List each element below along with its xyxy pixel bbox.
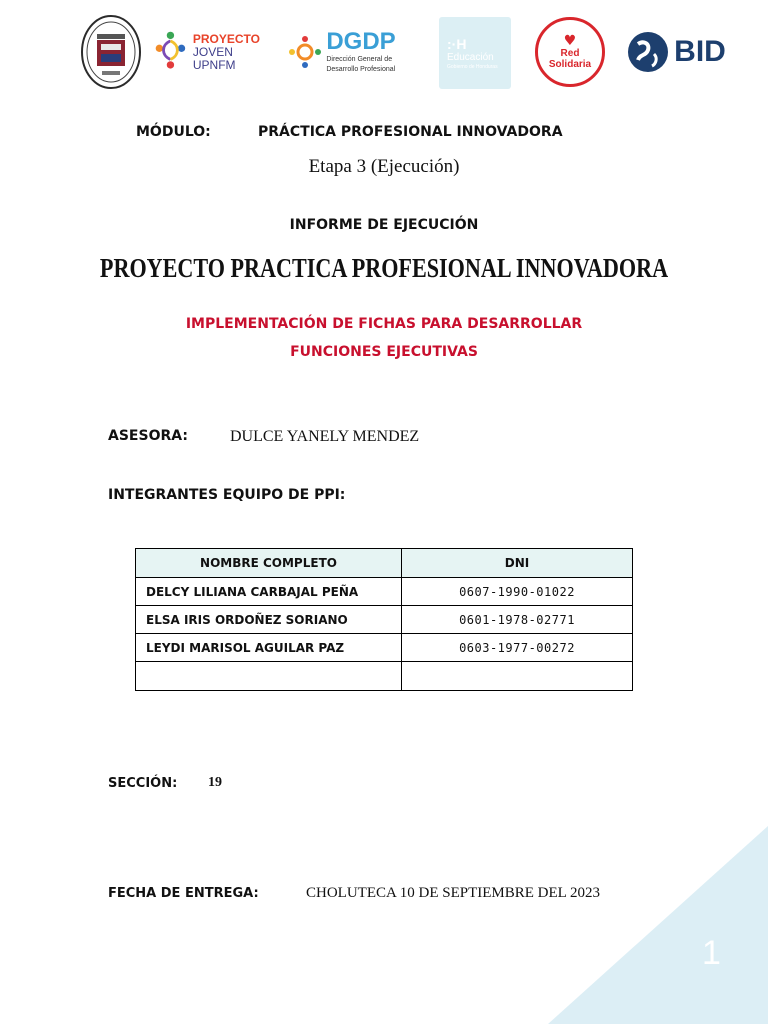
- heart-icon: ♥: [563, 33, 577, 49]
- educacion-label: Educación: [447, 51, 494, 63]
- dgdp-logo: [278, 14, 406, 90]
- member-name: ELSA IRIS ORDOÑEZ SORIANO: [136, 606, 402, 634]
- asesora-value: DULCE YANELY MENDEZ: [230, 428, 420, 445]
- dgdp-line1: Dirección General de: [326, 56, 393, 63]
- subtitle-line-2: FUNCIONES EJECUTIVAS: [290, 344, 478, 360]
- member-dni: 0601-1978-02771: [402, 606, 633, 634]
- fecha-value: CHOLUTECA 10 DE SEPTIEMBRE DEL 2023: [306, 885, 601, 901]
- proyecto-text: PROYECTO: [192, 31, 260, 46]
- globe-icon: [626, 30, 670, 74]
- header-nombre: NOMBRE COMPLETO: [136, 549, 402, 578]
- dgdp-line2: Desarrollo Profesional: [326, 66, 396, 73]
- subtitle-line-1: IMPLEMENTACIÓN DE FICHAS PARA DESARROLLAR: [185, 316, 583, 332]
- informe-heading: INFORME DE EJECUCIÓN: [289, 217, 479, 233]
- joven-text: JOVEN: [192, 44, 233, 59]
- member-name: DELCY LILIANA CARBAJAL PEÑA: [136, 578, 402, 606]
- proyecto-joven-logo: [152, 14, 260, 90]
- asesora-label: ASESORA:: [108, 428, 188, 444]
- table-row-empty: [136, 662, 633, 691]
- bid-logo: [620, 14, 732, 90]
- upnfm-text: UPNFM: [192, 57, 236, 72]
- modulo-label: MÓDULO:: [136, 124, 211, 140]
- table-header-row: [136, 549, 633, 578]
- seccion-label: SECCIÓN:: [108, 776, 178, 791]
- page-number: 1: [702, 934, 721, 972]
- etapa-text: Etapa 3 (Ejecución): [308, 156, 460, 177]
- member-dni: 0607-1990-01022: [402, 578, 633, 606]
- modulo-value: PRÁCTICA PROFESIONAL INNOVADORA: [258, 124, 563, 140]
- dgdp-mark-icon: [288, 35, 322, 69]
- member-name: LEYDI MARISOL AGUILAR PAZ: [136, 634, 402, 662]
- empty-cell: [402, 662, 633, 691]
- red-text: Red: [560, 48, 580, 59]
- table-row: [136, 578, 633, 606]
- member-dni: 0603-1977-00272: [402, 634, 633, 662]
- university-seal-logo: [80, 14, 142, 90]
- empty-cell: [136, 662, 402, 691]
- table-row: [136, 634, 633, 662]
- corner-triangle-decoration: [548, 826, 768, 1024]
- seccion-value: 19: [208, 775, 222, 790]
- fecha-label: FECHA DE ENTREGA:: [108, 886, 259, 901]
- solidaria-text: Solidaria: [548, 59, 592, 70]
- educacion-mark: :·H: [447, 35, 467, 52]
- table-row: [136, 606, 633, 634]
- integrantes-heading: INTEGRANTES EQUIPO DE PPI:: [108, 487, 346, 503]
- dgdp-title: DGDP: [326, 28, 396, 55]
- educacion-logo: [439, 17, 511, 89]
- members-table: [135, 548, 633, 691]
- bid-text: BID: [674, 35, 726, 68]
- educacion-sub: Gobierno de Honduras: [447, 63, 498, 70]
- red-solidaria-logo: [533, 14, 607, 90]
- header-dni: DNI: [402, 549, 633, 578]
- project-title: PROYECTO PRACTICA PROFESIONAL INNOVADORA: [99, 253, 669, 283]
